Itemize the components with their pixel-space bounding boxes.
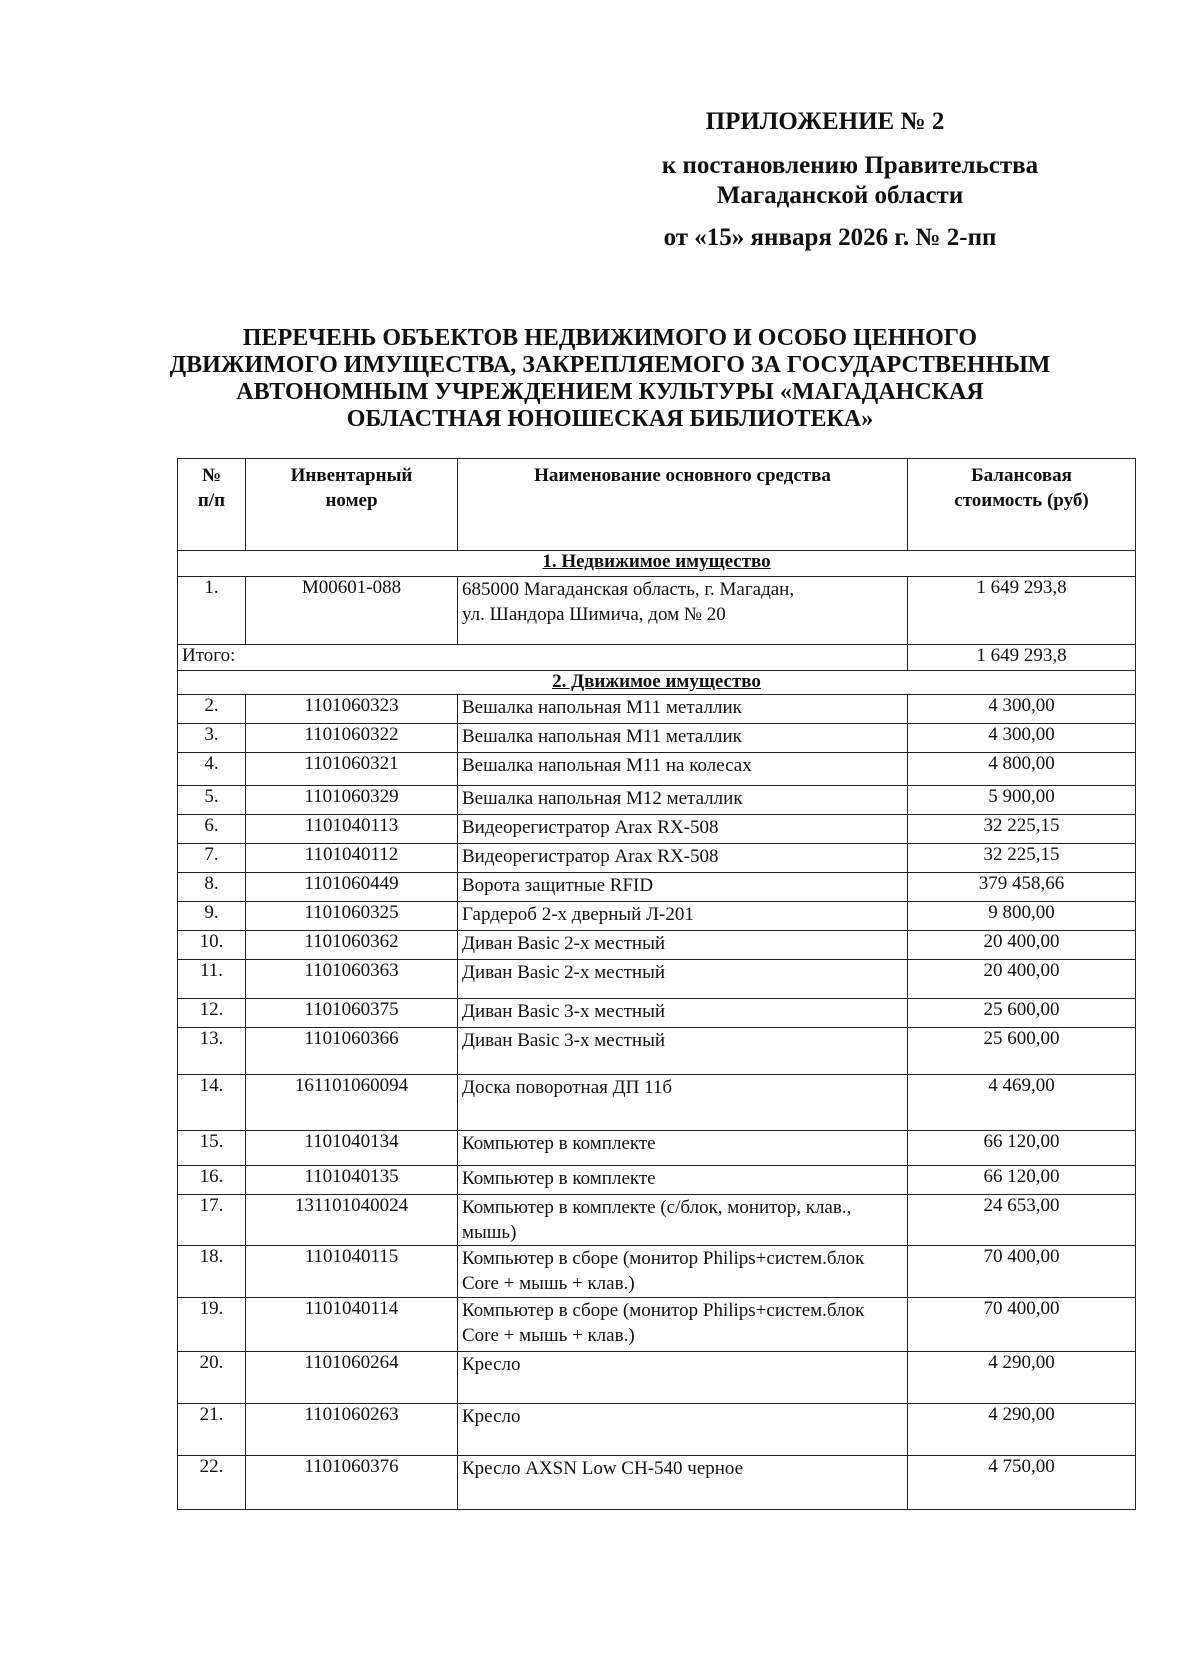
cell-number: 10.: [178, 931, 246, 960]
cell-name: Диван Basic 3-х местный: [458, 999, 908, 1028]
table-row: [178, 902, 1136, 931]
cell-cost: 1 649 293,8: [908, 577, 1136, 645]
table-row: [178, 695, 1136, 724]
cell-number: 1.: [178, 577, 246, 645]
header-name-text: Наименование основного средства: [534, 465, 831, 486]
total-value: 1 649 293,8: [908, 645, 1136, 671]
cell-inventory: 1101060263: [246, 1404, 458, 1456]
table-row: [178, 1028, 1136, 1075]
cell-cost: 20 400,00: [908, 931, 1136, 960]
cell-inventory: 1101040115: [246, 1246, 458, 1298]
header-number-line-1: №: [201, 465, 222, 486]
cell-cost: 24 653,00: [908, 1195, 1136, 1246]
table-row: [178, 844, 1136, 873]
section-row-movable: [178, 671, 1136, 695]
cell-name: Доска поворотная ДП 11б: [458, 1075, 908, 1131]
cell-number: 18.: [178, 1246, 246, 1298]
cell-number: 15.: [178, 1131, 246, 1166]
cell-name: Видеорегистратор Arax RX-508: [458, 844, 908, 873]
cell-name: Гардероб 2-х дверный Л-201: [458, 902, 908, 931]
cell-inventory: 1101040113: [246, 815, 458, 844]
document-title-line-2: ДВИЖИМОГО ИМУЩЕСТВА, ЗАКРЕПЛЯЕМОГО ЗА ГОСУДАРСТВЕННЫМ: [169, 352, 1051, 378]
table-row: [178, 873, 1136, 902]
section-title-movable: 2. Движимое имущество: [178, 671, 1136, 695]
document-title-line-1: ПЕРЕЧЕНЬ ОБЪЕКТОВ НЕДВИЖИМОГО И ОСОБО ЦЕННОГО: [242, 325, 978, 351]
cell-number: 11.: [178, 960, 246, 999]
table-row: [178, 1298, 1136, 1352]
cell-inventory: 1101040114: [246, 1298, 458, 1352]
cell-cost: 5 900,00: [908, 786, 1136, 815]
cell-name: Диван Basic 2-х местный: [458, 960, 908, 999]
cell-number: 7.: [178, 844, 246, 873]
cell-cost: 4 300,00: [908, 695, 1136, 724]
table-row: [178, 960, 1136, 999]
cell-name: Кресло: [458, 1404, 908, 1456]
cell-inventory: 1101060375: [246, 999, 458, 1028]
table-header-row: [178, 459, 1136, 551]
table-row: [178, 1195, 1136, 1246]
cell-inventory: 1101060376: [246, 1456, 458, 1510]
cell-number: 16.: [178, 1166, 246, 1195]
cell-name: Вешалка напольная М11 на колесах: [458, 753, 908, 786]
cell-number: 9.: [178, 902, 246, 931]
header-number-line-2: п/п: [197, 490, 226, 511]
section-row-real-estate: [178, 551, 1136, 577]
appendix-line-3: от «15» января 2026 г. № 2-пп: [663, 224, 997, 251]
header-name: [458, 459, 908, 551]
cell-number: 6.: [178, 815, 246, 844]
cell-name-line-1: 685000 Магаданская область, г. Магадан,: [462, 579, 795, 600]
cell-inventory: 1101060325: [246, 902, 458, 931]
table-row: [178, 1166, 1136, 1195]
cell-name: Видеорегистратор Arax RX-508: [458, 815, 908, 844]
cell-inventory: 1101060449: [246, 873, 458, 902]
cell-cost: 4 800,00: [908, 753, 1136, 786]
cell-inventory: 1101040112: [246, 844, 458, 873]
cell-name: Кресло: [458, 1352, 908, 1404]
table-row: [178, 1246, 1136, 1298]
cell-cost: 32 225,15: [908, 844, 1136, 873]
appendix-title: ПРИЛОЖЕНИЕ № 2: [705, 108, 945, 135]
cell-name: Компьютер в комплекте: [458, 1131, 908, 1166]
document-title: [160, 325, 1060, 433]
cell-cost: 66 120,00: [908, 1131, 1136, 1166]
cell-name: Вешалка напольная М11 металлик: [458, 724, 908, 753]
cell-name: Диван Basic 2-х местный: [458, 931, 908, 960]
cell-number: 4.: [178, 753, 246, 786]
cell-number: 17.: [178, 1195, 246, 1246]
cell-number: 13.: [178, 1028, 246, 1075]
cell-cost: 379 458,66: [908, 873, 1136, 902]
cell-inventory: 1101060264: [246, 1352, 458, 1404]
document-title-line-3: АВТОНОМНЫМ УЧРЕЖДЕНИЕМ КУЛЬТУРЫ «МАГАДАНСКАЯ: [236, 379, 984, 405]
cell-number: 12.: [178, 999, 246, 1028]
cell-name: [458, 577, 908, 645]
cell-name-line-2: ул. Шандора Шимича, дом № 20: [462, 604, 726, 625]
cell-cost: 70 400,00: [908, 1246, 1136, 1298]
cell-inventory: 1101060323: [246, 695, 458, 724]
table-row: [178, 931, 1136, 960]
cell-number: 3.: [178, 724, 246, 753]
cell-inventory: 1101060321: [246, 753, 458, 786]
cell-name: Компьютер в комплекте: [458, 1166, 908, 1195]
cell-name: Компьютер в сборе (монитор Philips+систем.блок Core + мышь + клав.): [458, 1246, 908, 1298]
header-cost: [908, 459, 1136, 551]
table-row: [178, 724, 1136, 753]
table-row: [178, 815, 1136, 844]
cell-inventory: М00601-088: [246, 577, 458, 645]
cell-cost: 4 290,00: [908, 1404, 1136, 1456]
cell-cost: 25 600,00: [908, 1028, 1136, 1075]
header-number: [178, 459, 246, 551]
table-row: [178, 1456, 1136, 1510]
cell-cost: 66 120,00: [908, 1166, 1136, 1195]
cell-cost: 4 750,00: [908, 1456, 1136, 1510]
cell-cost: 70 400,00: [908, 1298, 1136, 1352]
header-inventory-line-1: Инвентарный: [290, 465, 413, 486]
total-row: [178, 645, 1136, 671]
table-row: [178, 1352, 1136, 1404]
cell-number: 2.: [178, 695, 246, 724]
section-title-real-estate: 1. Недвижимое имущество: [178, 551, 1136, 577]
cell-name: Ворота защитные RFID: [458, 873, 908, 902]
table-row: [178, 999, 1136, 1028]
header-inventory: [246, 459, 458, 551]
cell-inventory: 1101040134: [246, 1131, 458, 1166]
cell-inventory: 1101060329: [246, 786, 458, 815]
header-inventory-line-2: номер: [325, 490, 378, 511]
cell-name: Вешалка напольная М11 металлик: [458, 695, 908, 724]
table-row: [178, 753, 1136, 786]
movable-rows: [178, 695, 1136, 1510]
cell-cost: 4 469,00: [908, 1075, 1136, 1131]
header-cost-line-2: стоимость (руб): [954, 490, 1089, 511]
cell-cost: 32 225,15: [908, 815, 1136, 844]
cell-name: Кресло AXSN Low CH-540 черное: [458, 1456, 908, 1510]
header-cost-line-1: Балансовая: [971, 465, 1072, 486]
assets-table: [177, 458, 1136, 1510]
cell-number: 5.: [178, 786, 246, 815]
appendix-line-2: Магаданской области: [716, 182, 964, 209]
table-row: [178, 786, 1136, 815]
cell-cost: 25 600,00: [908, 999, 1136, 1028]
cell-inventory: 1101060366: [246, 1028, 458, 1075]
cell-number: 8.: [178, 873, 246, 902]
appendix-line-1: к постановлению Правительства: [661, 152, 1039, 179]
table-row: [178, 577, 1136, 645]
cell-cost: 4 290,00: [908, 1352, 1136, 1404]
cell-inventory: 1101060362: [246, 931, 458, 960]
cell-inventory: 131101040024: [246, 1195, 458, 1246]
total-label: Итого:: [178, 645, 908, 671]
cell-number: 14.: [178, 1075, 246, 1131]
cell-cost: 4 300,00: [908, 724, 1136, 753]
cell-name: Компьютер в комплекте (с/блок, монитор, клав., мышь): [458, 1195, 908, 1246]
cell-inventory: 1101040135: [246, 1166, 458, 1195]
table-row: [178, 1075, 1136, 1131]
cell-inventory: 1101060322: [246, 724, 458, 753]
document-title-line-4: ОБЛАСТНАЯ ЮНОШЕСКАЯ БИБЛИОТЕКА»: [346, 406, 874, 432]
table-row: [178, 1404, 1136, 1456]
cell-number: 19.: [178, 1298, 246, 1352]
table-row: [178, 1131, 1136, 1166]
cell-name: Диван Basic 3-х местный: [458, 1028, 908, 1075]
cell-number: 22.: [178, 1456, 246, 1510]
cell-inventory: 1101060363: [246, 960, 458, 999]
cell-inventory: 161101060094: [246, 1075, 458, 1131]
cell-number: 20.: [178, 1352, 246, 1404]
cell-name: Вешалка напольная М12 металлик: [458, 786, 908, 815]
cell-name: Компьютер в сборе (монитор Philips+систем.блок Core + мышь + клав.): [458, 1298, 908, 1352]
cell-cost: 9 800,00: [908, 902, 1136, 931]
cell-number: 21.: [178, 1404, 246, 1456]
cell-cost: 20 400,00: [908, 960, 1136, 999]
